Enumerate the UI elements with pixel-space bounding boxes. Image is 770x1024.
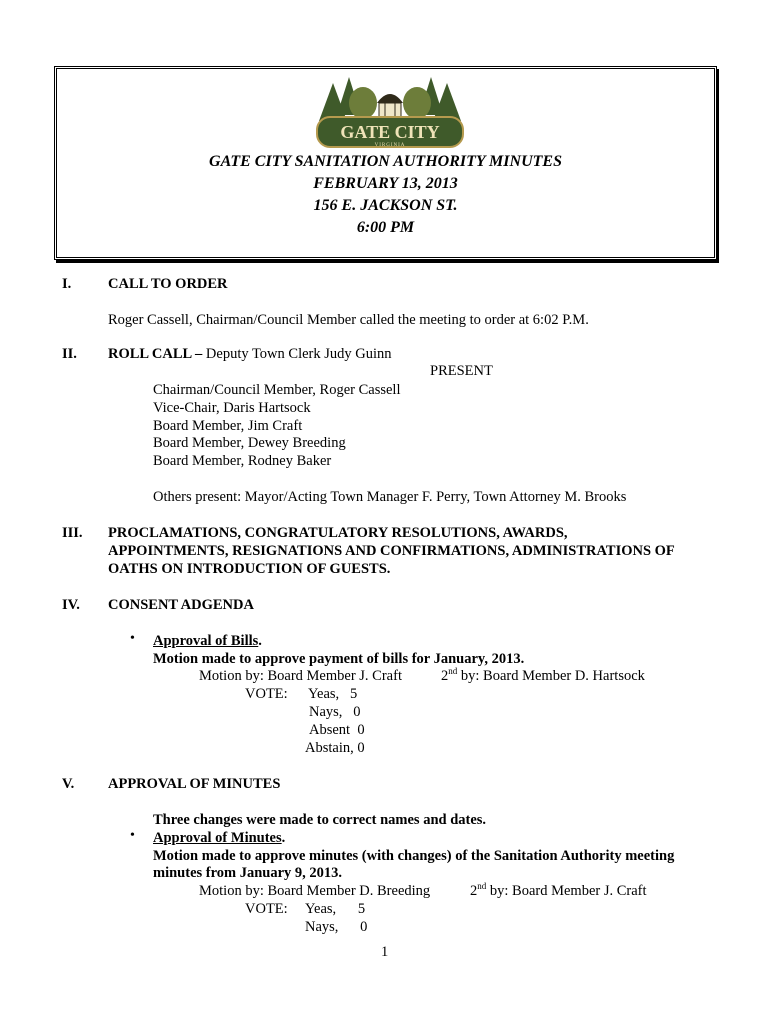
section-number-3: III.: [62, 525, 83, 541]
proclamations-line-3: OATHS ON INTRODUCTION OF GUESTS.: [108, 561, 391, 577]
approval-of-minutes-title: Approval of Minutes: [153, 830, 282, 846]
bills-motion-by: Motion by: Board Member J. Craft: [199, 668, 402, 684]
svg-text:VIRGINIA: VIRGINIA: [374, 143, 406, 148]
member-list-item: Board Member, Rodney Baker: [153, 453, 332, 469]
document-title: GATE CITY SANITATION AUTHORITY MINUTES: [209, 153, 562, 170]
approval-of-minutes-item: Approval of Minutes.: [153, 830, 286, 846]
section-number-1: I.: [62, 276, 72, 292]
minutes-motion-line-2: minutes from January 9, 2013.: [153, 865, 343, 881]
minutes-changes-note: Three changes were made to correct names and dates.: [153, 812, 487, 828]
bullet-icon: •: [130, 828, 135, 843]
section-number-5: V.: [62, 776, 75, 792]
bills-motion: Motion made to approve payment of bills for January, 2013.: [153, 651, 525, 667]
svg-text:GATE CITY: GATE CITY: [340, 122, 440, 142]
roll-call-clerk: Deputy Town Clerk Judy Guinn: [205, 346, 392, 362]
bullet-icon: •: [130, 631, 135, 646]
vote-tally: Absent 0: [309, 722, 365, 738]
section-title-call-to-order: CALL TO ORDER: [108, 276, 228, 292]
present-label: PRESENT: [430, 363, 493, 379]
vote-tally: Yeas, 5: [308, 686, 358, 702]
meeting-date: FEBRUARY 13, 2013: [313, 175, 458, 192]
bills-seconded-by: 2nd by: Board Member D. Hartsock: [441, 666, 645, 684]
section-title-approval-of-minutes: APPROVAL OF MINUTES: [108, 776, 281, 792]
meeting-address: 156 E. JACKSON ST.: [313, 197, 458, 214]
minutes-motion-line-1: Motion made to approve minutes (with changes) of the Sanitation Authority meeting: [153, 848, 675, 864]
minutes-seconded-by: 2nd by: Board Member J. Craft: [470, 881, 647, 899]
member-list-item: Chairman/Council Member, Roger Cassell: [153, 382, 401, 398]
vote-tally: Nays, 0: [309, 704, 361, 720]
section-number-4: IV.: [62, 597, 80, 613]
section-title-consent-agenda: CONSENT ADGENDA: [108, 597, 254, 613]
member-list-item: Board Member, Dewey Breeding: [153, 435, 346, 451]
section-number-2: II.: [62, 346, 77, 362]
approval-of-bills-item: Approval of Bills.: [153, 633, 262, 649]
meeting-time: 6:00 PM: [356, 219, 415, 236]
header-box: [54, 66, 717, 260]
approval-of-bills-title: Approval of Bills: [153, 633, 259, 649]
vote-tally: Nays, 0: [305, 919, 368, 935]
call-to-order-text: Roger Cassell, Chairman/Council Member called the meeting to order at 6:02 P.M.: [108, 312, 589, 328]
member-list-item: Vice-Chair, Daris Hartsock: [153, 400, 311, 416]
section-title-roll-call: ROLL CALL –: [108, 346, 203, 362]
page-number: 1: [381, 944, 389, 960]
gate-city-logo: [311, 73, 469, 153]
vote-tally: Yeas, 5: [305, 901, 366, 917]
others-present: Others present: Mayor/Acting Town Manager F. Perry, Town Attorney M. Brooks: [153, 489, 627, 505]
member-list-item: Board Member, Jim Craft: [153, 418, 303, 434]
vote-tally: Abstain, 0: [305, 740, 365, 756]
proclamations-line-2: APPOINTMENTS, RESIGNATIONS AND CONFIRMATIONS, ADMINISTRATIONS OF: [108, 543, 675, 559]
bills-vote-label: VOTE:: [245, 686, 288, 702]
roll-call-heading: [108, 345, 392, 363]
proclamations-line-1: PROCLAMATIONS, CONGRATULATORY RESOLUTIONS, AWARDS,: [108, 525, 568, 541]
minutes-vote-label: VOTE:: [245, 901, 288, 917]
minutes-motion-by: Motion by: Board Member D. Breeding: [199, 883, 431, 899]
